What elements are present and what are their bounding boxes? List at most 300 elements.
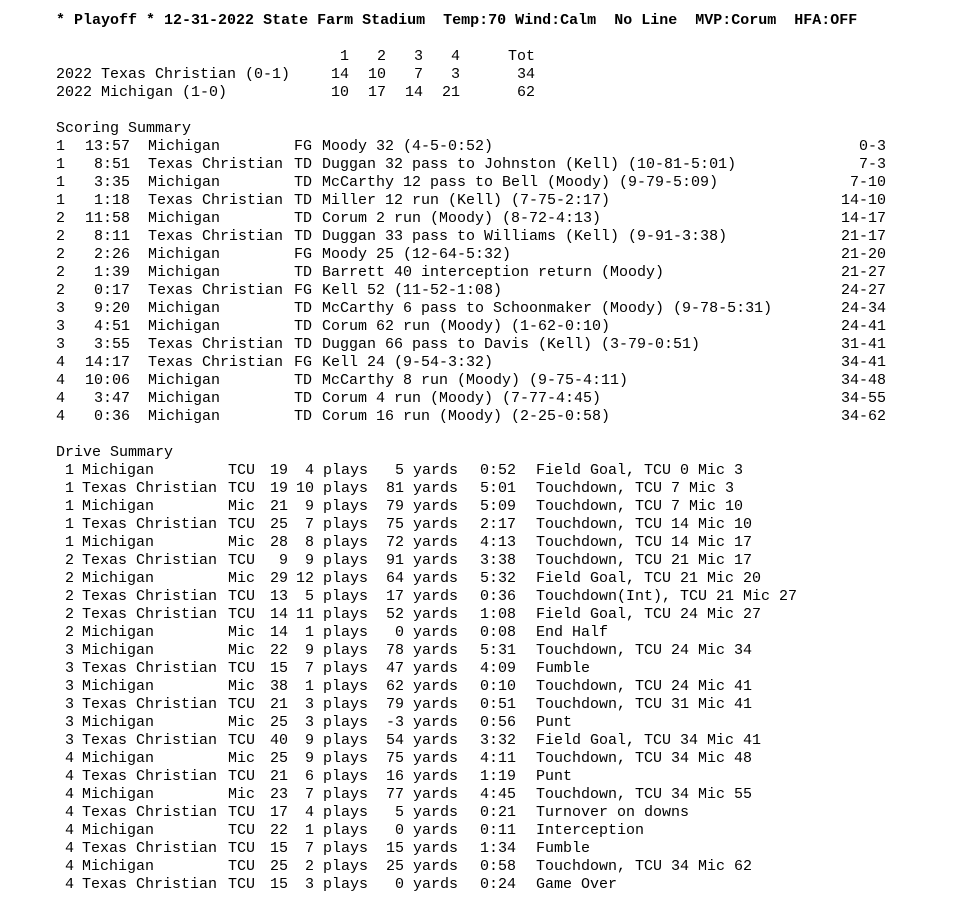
start-yard-line: 15 (269, 840, 288, 857)
team: Texas Christian (82, 804, 218, 821)
play-description: McCarthy 12 pass to Bell (Moody) (9-79-5:09) (322, 174, 719, 191)
drive-time: 1:08 (479, 606, 516, 623)
start-side: Mic (228, 570, 256, 587)
drive-time: 0:58 (479, 858, 516, 875)
start-yard-line: 17 (269, 804, 288, 821)
yards: 5 yards (394, 804, 458, 821)
plays: 10 plays (295, 480, 368, 497)
drive-row (56, 786, 956, 804)
quarter: 4 (64, 840, 74, 857)
start-side: Mic (228, 498, 256, 515)
plays: 12 plays (295, 570, 368, 587)
quarter: 4 (64, 822, 74, 839)
drive-time: 3:38 (479, 552, 516, 569)
score-type: TD (294, 372, 313, 389)
quarter: 4 (64, 768, 74, 785)
quarter: 1 (56, 156, 66, 173)
start-yard-line: 21 (269, 768, 288, 785)
play-description: McCarthy 6 pass to Schoonmaker (Moody) (9-78-5:31) (322, 300, 773, 317)
start-side: TCU (228, 660, 256, 677)
plays: 7 plays (304, 516, 368, 533)
drive-result: Touchdown, TCU 24 Mic 34 (536, 642, 753, 659)
play-description: Duggan 66 pass to Davis (Kell) (3-79-0:51) (322, 336, 701, 353)
start-side: TCU (228, 732, 256, 749)
plays: 1 plays (304, 624, 368, 641)
total-score: 62 (516, 84, 535, 101)
play-description: Kell 52 (11-52-1:08) (322, 282, 503, 299)
start-side: TCU (228, 768, 256, 785)
start-yard-line: 25 (269, 714, 288, 731)
play-description: Moody 25 (12-64-5:32) (322, 246, 512, 263)
drive-time: 5:32 (479, 570, 516, 587)
quarter: 3 (64, 678, 74, 695)
running-score: 21-27 (840, 264, 886, 281)
start-side: Mic (228, 534, 256, 551)
start-side: TCU (228, 588, 256, 605)
line-score-row (56, 66, 956, 84)
scoring-row (56, 156, 956, 174)
drive-summary-list (56, 462, 956, 894)
yards: 64 yards (385, 570, 458, 587)
start-yard-line: 28 (269, 534, 288, 551)
team: Michigan (148, 300, 221, 317)
start-side: TCU (228, 606, 256, 623)
team: Michigan (82, 786, 155, 803)
running-score: 34-55 (840, 390, 886, 407)
drive-result: Fumble (536, 840, 591, 857)
quarter: 4 (56, 390, 66, 407)
start-yard-line: 19 (269, 462, 288, 479)
wind: Wind:Calm (515, 12, 597, 29)
drive-result: Field Goal, TCU 34 Mic 41 (536, 732, 762, 749)
start-side: TCU (228, 858, 256, 875)
quarter: 3 (64, 732, 74, 749)
temperature: Temp:70 (443, 12, 507, 29)
team: Texas Christian (82, 552, 218, 569)
drive-row (56, 876, 956, 894)
team: Texas Christian (82, 840, 218, 857)
home-field-advantage: HFA:OFF (794, 12, 858, 29)
plays: 9 plays (304, 732, 368, 749)
plays: 9 plays (304, 642, 368, 659)
team: Michigan (148, 372, 221, 389)
scoring-row (56, 372, 956, 390)
scoring-row (56, 138, 956, 156)
score-type: TD (294, 264, 313, 281)
plays: 11 plays (295, 606, 368, 623)
plays: 6 plays (304, 768, 368, 785)
quarter-score: 7 (413, 66, 423, 83)
plays: 3 plays (304, 876, 368, 893)
scoring-row (56, 354, 956, 372)
drive-row (56, 804, 956, 822)
team: Texas Christian (82, 876, 218, 893)
quarter-score: 3 (450, 66, 460, 83)
team: Texas Christian (148, 228, 284, 245)
quarter: 2 (56, 210, 66, 227)
play-description: Corum 62 run (Moody) (1-62-0:10) (322, 318, 611, 335)
game-clock: 0:36 (93, 408, 130, 425)
drive-time: 0:10 (479, 678, 516, 695)
scoring-row (56, 264, 956, 282)
plays: 4 plays (304, 804, 368, 821)
team: Texas Christian (148, 336, 284, 353)
team: Michigan (148, 174, 221, 191)
plays: 7 plays (304, 786, 368, 803)
team: Texas Christian (82, 588, 218, 605)
score-type: TD (294, 174, 313, 191)
stadium: State Farm Stadium (263, 12, 426, 29)
game-clock: 14:17 (84, 354, 130, 371)
running-score: 21-20 (840, 246, 886, 263)
box-score-document (56, 12, 956, 894)
quarter: 4 (56, 372, 66, 389)
quarter: 2 (56, 264, 66, 281)
drive-time: 1:19 (479, 768, 516, 785)
team: Texas Christian (82, 768, 218, 785)
play-description: Corum 16 run (Moody) (2-25-0:58) (322, 408, 611, 425)
start-yard-line: 15 (269, 876, 288, 893)
drive-row (56, 642, 956, 660)
score-type: TD (294, 318, 313, 335)
game-clock: 8:11 (93, 228, 130, 245)
team: Texas Christian (82, 696, 218, 713)
start-yard-line: 21 (269, 696, 288, 713)
yards: 5 yards (394, 462, 458, 479)
drive-result: Punt (536, 714, 573, 731)
team: Michigan (148, 210, 221, 227)
start-side: TCU (228, 516, 256, 533)
quarter: 3 (56, 336, 66, 353)
quarter: 4 (56, 408, 66, 425)
start-yard-line: 21 (269, 498, 288, 515)
game-clock: 0:17 (93, 282, 130, 299)
quarter: 3 (56, 300, 66, 317)
game-type: * Playoff * (56, 12, 156, 29)
plays: 7 plays (304, 660, 368, 677)
drive-result: Field Goal, TCU 0 Mic 3 (536, 462, 744, 479)
game-header (56, 12, 956, 30)
drive-result: Field Goal, TCU 21 Mic 20 (536, 570, 762, 587)
start-side: Mic (228, 750, 256, 767)
team: Michigan (148, 318, 221, 335)
game-clock: 4:51 (93, 318, 130, 335)
drive-row (56, 696, 956, 714)
plays: 4 plays (304, 462, 368, 479)
quarter: 3 (56, 318, 66, 335)
score-type: TD (294, 408, 313, 425)
play-description: Moody 32 (4-5-0:52) (322, 138, 494, 155)
quarter: 1 (64, 534, 74, 551)
drive-result: Touchdown(Int), TCU 21 Mic 27 (536, 588, 798, 605)
start-yard-line: 25 (269, 858, 288, 875)
yards: 16 yards (385, 768, 458, 785)
start-side: Mic (228, 642, 256, 659)
team: Texas Christian (148, 282, 284, 299)
running-score: 24-27 (840, 282, 886, 299)
game-clock: 2:26 (93, 246, 130, 263)
drive-row (56, 768, 956, 786)
drive-time: 0:56 (479, 714, 516, 731)
yards: 77 yards (385, 786, 458, 803)
score-type: FG (294, 282, 313, 299)
quarter: 4 (56, 354, 66, 371)
drive-time: 0:24 (479, 876, 516, 893)
drive-time: 3:32 (479, 732, 516, 749)
yards: 0 yards (394, 876, 458, 893)
start-yard-line: 13 (269, 588, 288, 605)
drive-result: Touchdown, TCU 7 Mic 10 (536, 498, 744, 515)
yards: 81 yards (385, 480, 458, 497)
team: Michigan (82, 624, 155, 641)
quarter-header: 4 (450, 48, 460, 65)
game-clock: 11:58 (84, 210, 130, 227)
quarter: 2 (56, 246, 66, 263)
scoring-row (56, 336, 956, 354)
drive-time: 0:52 (479, 462, 516, 479)
drive-result: Field Goal, TCU 24 Mic 27 (536, 606, 762, 623)
quarter: 4 (64, 858, 74, 875)
quarter: 4 (64, 750, 74, 767)
team: Texas Christian (148, 156, 284, 173)
start-side: Mic (228, 714, 256, 731)
game-clock: 1:39 (93, 264, 130, 281)
score-type: TD (294, 300, 313, 317)
drive-result: Punt (536, 768, 573, 785)
drive-result: Touchdown, TCU 34 Mic 55 (536, 786, 753, 803)
play-description: Corum 4 run (Moody) (7-77-4:45) (322, 390, 602, 407)
quarter: 3 (64, 660, 74, 677)
score-type: FG (294, 354, 313, 371)
score-type: FG (294, 246, 313, 263)
quarter: 1 (56, 138, 66, 155)
quarter: 4 (64, 876, 74, 893)
yards: 78 yards (385, 642, 458, 659)
yards: 75 yards (385, 516, 458, 533)
quarter: 2 (64, 570, 74, 587)
running-score: 34-62 (840, 408, 886, 425)
drive-row (56, 480, 956, 498)
scoring-row (56, 318, 956, 336)
start-side: TCU (228, 552, 256, 569)
running-score: 7-10 (849, 174, 886, 191)
running-score: 14-10 (840, 192, 886, 209)
game-clock: 1:18 (93, 192, 130, 209)
game-clock: 3:47 (93, 390, 130, 407)
game-date: 12-31-2022 (164, 12, 255, 29)
team: Michigan (82, 822, 155, 839)
line-score-rows (56, 66, 956, 102)
drive-time: 1:34 (479, 840, 516, 857)
quarter: 4 (64, 804, 74, 821)
running-score: 24-34 (840, 300, 886, 317)
betting-line: No Line (614, 12, 678, 29)
quarter: 4 (64, 786, 74, 803)
plays: 9 plays (304, 552, 368, 569)
play-description: McCarthy 8 run (Moody) (9-75-4:11) (322, 372, 629, 389)
team-name: 2022 Texas Christian (0-1) (56, 66, 291, 83)
team: Texas Christian (82, 480, 218, 497)
start-yard-line: 22 (269, 642, 288, 659)
team: Texas Christian (82, 660, 218, 677)
quarter: 2 (64, 588, 74, 605)
drive-time: 5:31 (479, 642, 516, 659)
start-yard-line: 40 (269, 732, 288, 749)
total-score: 34 (516, 66, 535, 83)
start-yard-line: 14 (269, 606, 288, 623)
scoring-row (56, 246, 956, 264)
drive-row (56, 660, 956, 678)
quarter: 3 (64, 696, 74, 713)
quarter: 2 (56, 282, 66, 299)
drive-row (56, 462, 956, 480)
running-score: 34-48 (840, 372, 886, 389)
drive-time: 4:13 (479, 534, 516, 551)
start-yard-line: 22 (269, 822, 288, 839)
drive-time: 4:09 (479, 660, 516, 677)
drive-row (56, 588, 956, 606)
scoring-row (56, 408, 956, 426)
quarter: 2 (56, 228, 66, 245)
team: Texas Christian (148, 354, 284, 371)
quarter: 1 (64, 516, 74, 533)
drive-row (56, 624, 956, 642)
drive-time: 0:11 (479, 822, 516, 839)
start-side: Mic (228, 624, 256, 641)
yards: 0 yards (394, 822, 458, 839)
team: Michigan (82, 750, 155, 767)
quarter-score: 17 (367, 84, 386, 101)
drive-result: Touchdown, TCU 31 Mic 41 (536, 696, 753, 713)
start-yard-line: 38 (269, 678, 288, 695)
quarter: 1 (64, 498, 74, 515)
plays: 1 plays (304, 822, 368, 839)
drive-result: Touchdown, TCU 34 Mic 62 (536, 858, 753, 875)
start-side: Mic (228, 678, 256, 695)
team: Texas Christian (82, 516, 218, 533)
yards: 72 yards (385, 534, 458, 551)
drive-row (56, 498, 956, 516)
play-description: Corum 2 run (Moody) (8-72-4:13) (322, 210, 602, 227)
quarter-header: 1 (339, 48, 349, 65)
game-clock: 8:51 (93, 156, 130, 173)
drive-row (56, 840, 956, 858)
yards: -3 yards (385, 714, 458, 731)
plays: 3 plays (304, 696, 368, 713)
play-description: Duggan 33 pass to Williams (Kell) (9-91-3:38) (322, 228, 728, 245)
drive-row (56, 570, 956, 588)
drive-row (56, 822, 956, 840)
drive-result: Touchdown, TCU 34 Mic 48 (536, 750, 753, 767)
quarter-score: 21 (441, 84, 460, 101)
drive-result: Touchdown, TCU 14 Mic 17 (536, 534, 753, 551)
quarter: 2 (64, 552, 74, 569)
quarter-score: 14 (404, 84, 423, 101)
yards: 0 yards (394, 624, 458, 641)
score-type: TD (294, 228, 313, 245)
drive-result: End Half (536, 624, 609, 641)
team: Michigan (82, 570, 155, 587)
yards: 79 yards (385, 498, 458, 515)
drive-time: 2:17 (479, 516, 516, 533)
running-score: 0-3 (858, 138, 886, 155)
running-score: 7-3 (858, 156, 886, 173)
team: Michigan (148, 390, 221, 407)
team: Michigan (82, 462, 155, 479)
scoring-summary-title: Scoring Summary (56, 120, 192, 137)
drive-time: 0:51 (479, 696, 516, 713)
drive-row (56, 750, 956, 768)
plays: 1 plays (304, 678, 368, 695)
drive-result: Touchdown, TCU 24 Mic 41 (536, 678, 753, 695)
team: Michigan (148, 408, 221, 425)
score-type: TD (294, 390, 313, 407)
drive-time: 0:36 (479, 588, 516, 605)
team: Michigan (82, 714, 155, 731)
drive-time: 0:21 (479, 804, 516, 821)
drive-result: Touchdown, TCU 21 Mic 17 (536, 552, 753, 569)
start-side: TCU (228, 822, 256, 839)
line-score-header (56, 48, 956, 66)
game-clock: 10:06 (84, 372, 130, 389)
start-yard-line: 25 (269, 750, 288, 767)
team: Michigan (82, 678, 155, 695)
drive-result: Turnover on downs (536, 804, 690, 821)
quarter: 1 (64, 462, 74, 479)
mvp: MVP:Corum (695, 12, 777, 29)
game-clock: 13:57 (84, 138, 130, 155)
plays: 3 plays (304, 714, 368, 731)
start-side: TCU (228, 480, 256, 497)
quarter: 1 (64, 480, 74, 497)
play-description: Duggan 32 pass to Johnston (Kell) (10-81-5:01) (322, 156, 737, 173)
score-type: TD (294, 156, 313, 173)
drive-row (56, 714, 956, 732)
start-side: TCU (228, 696, 256, 713)
team: Texas Christian (82, 732, 218, 749)
start-yard-line: 29 (269, 570, 288, 587)
team: Michigan (82, 858, 155, 875)
scoring-summary-list (56, 138, 956, 426)
running-score: 31-41 (840, 336, 886, 353)
drive-result: Touchdown, TCU 14 Mic 10 (536, 516, 753, 533)
team-name: 2022 Michigan (1-0) (56, 84, 228, 101)
team: Michigan (148, 138, 221, 155)
start-yard-line: 25 (269, 516, 288, 533)
drive-result: Game Over (536, 876, 618, 893)
play-description: Miller 12 run (Kell) (7-75-2:17) (322, 192, 611, 209)
drive-row (56, 552, 956, 570)
plays: 9 plays (304, 498, 368, 515)
quarter: 3 (64, 642, 74, 659)
quarter-header: 2 (376, 48, 386, 65)
scoring-row (56, 174, 956, 192)
team: Texas Christian (148, 192, 284, 209)
total-header: Tot (507, 48, 535, 65)
team: Texas Christian (82, 606, 218, 623)
play-description: Barrett 40 interception return (Moody) (322, 264, 665, 281)
score-type: FG (294, 138, 313, 155)
yards: 15 yards (385, 840, 458, 857)
game-clock: 3:55 (93, 336, 130, 353)
start-side: Mic (228, 786, 256, 803)
running-score: 24-41 (840, 318, 886, 335)
score-type: TD (294, 192, 313, 209)
start-side: TCU (228, 462, 256, 479)
plays: 5 plays (304, 588, 368, 605)
team: Michigan (82, 498, 155, 515)
drive-time: 4:11 (479, 750, 516, 767)
